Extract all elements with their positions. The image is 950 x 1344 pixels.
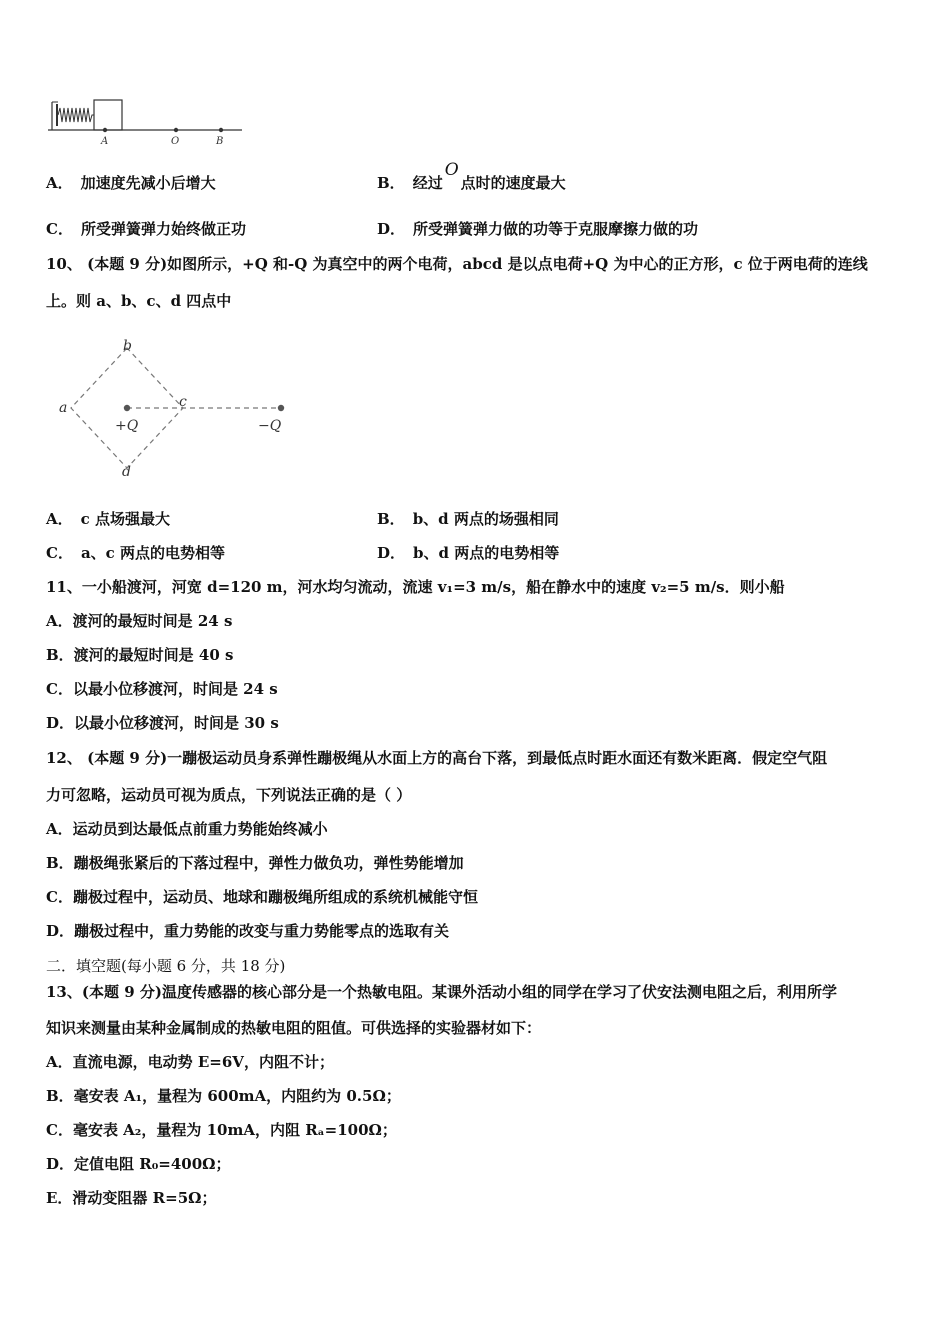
point-b-label: b: [123, 338, 132, 354]
charge-square-figure: [55, 336, 305, 486]
point-o-label: O: [171, 136, 180, 146]
q13-item-d: D．定值电阻 R₀=400Ω；: [46, 1155, 231, 1173]
section-heading-fill-in: 二．填空题(每小题 6 分，共 18 分): [46, 957, 286, 975]
point-d-label: d: [122, 464, 131, 480]
spring-block-figure: [46, 96, 246, 146]
q10-option-d: D． b、d 两点的电势相等: [377, 544, 560, 562]
q11-option-b: B．渡河的最短时间是 40 s: [46, 646, 234, 664]
positive-charge-label: +Q: [115, 418, 139, 434]
q12-stem-line2: 力可忽略，运动员可视为质点，下列说法正确的是（ ）: [46, 786, 412, 804]
q13-item-e: E．滑动变阻器 R=5Ω；: [46, 1189, 217, 1207]
q9-option-d: D． 所受弹簧弹力做的功等于克服摩擦力做的功: [377, 220, 699, 238]
q9-option-c: C． 所受弹簧弹力始终做正功: [46, 220, 246, 238]
q12-option-c: C．蹦极过程中，运动员、地球和蹦极绳所组成的系统机械能守恒: [46, 888, 478, 906]
q11-option-d: D．以最小位移渡河，时间是 30 s: [46, 714, 279, 732]
q11-stem: 11、一小船渡河，河宽 d=120 m，河水均匀流动，流速 v₁=3 m/s，船在静水中的速度 v₂=5 m/s．则小船: [46, 578, 785, 596]
point-c-label: c: [179, 394, 187, 410]
point-o-symbol: O: [444, 160, 459, 180]
q13-stem-line1: 13、(本题 9 分)温度传感器的核心部分是一个热敏电阻。某课外活动小组的同学在学习了伏安法测电阻之后，利用所学: [46, 983, 837, 1001]
q13-item-b: B．毫安表 A₁，量程为 600mA，内阻约为 0.5Ω；: [46, 1087, 401, 1105]
q12-option-a: A．运动员到达最低点前重力势能始终减小: [46, 820, 328, 838]
point-a-label: A: [101, 136, 109, 146]
q9-option-b: B． 经过O点时的速度最大: [377, 160, 566, 192]
q12-option-b: B．蹦极绳张紧后的下落过程中，弹性力做负功，弹性势能增加: [46, 854, 464, 872]
q13-stem-line2: 知识来测量由某种金属制成的热敏电阻的阻值。可供选择的实验器材如下：: [46, 1019, 542, 1037]
q13-item-a: A．直流电源，电动势 E=6V，内阻不计；: [46, 1053, 334, 1071]
q10-stem-line2: 上。则 a、b、c、d 四点中: [46, 292, 232, 310]
q10-option-a: A． c 点场强最大: [46, 510, 170, 528]
point-a-label: a: [59, 400, 68, 416]
q11-option-c: C．以最小位移渡河，时间是 24 s: [46, 680, 278, 698]
point-b-label: B: [216, 136, 224, 146]
q9-option-a: A． 加速度先减小后增大: [46, 174, 216, 192]
q11-option-a: A．渡河的最短时间是 24 s: [46, 612, 233, 630]
q12-stem-line1: 12、 (本题 9 分)一蹦极运动员身系弹性蹦极绳从水面上方的高台下落，到最低点时距水面还有数米距离．假定空气阻: [46, 749, 828, 767]
q10-stem-line1: 10、 (本题 9 分)如图所示，+Q 和-Q 为真空中的两个电荷，abcd 是以点电荷+Q 为中心的正方形，c 位于两电荷的连线: [46, 255, 868, 273]
q10-option-b: B． b、d 两点的场强相同: [377, 510, 559, 528]
q10-option-c: C． a、c 两点的电势相等: [46, 544, 226, 562]
q13-item-c: C．毫安表 A₂，量程为 10mA，内阻 Rₐ=100Ω；: [46, 1121, 397, 1139]
negative-charge-label: −Q: [258, 418, 282, 434]
q12-option-d: D．蹦极过程中，重力势能的改变与重力势能零点的选取有关: [46, 922, 450, 940]
